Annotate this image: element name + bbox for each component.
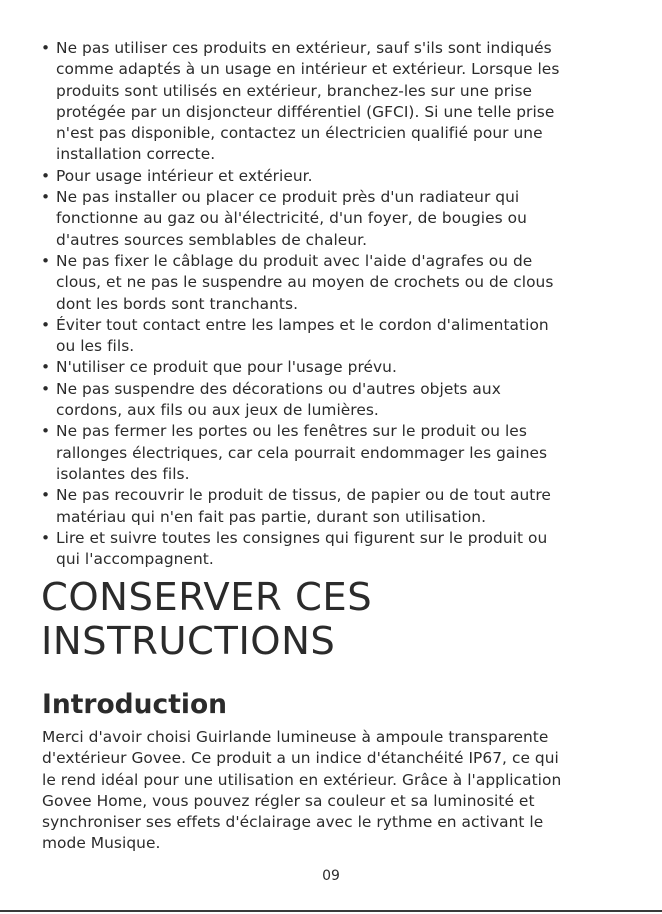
bullet-icon: •: [41, 422, 51, 441]
list-item-text: [56, 528, 630, 571]
text-line: comme adaptés à un usage en intérieur et extérieur. Lorsque les: [56, 60, 560, 79]
text-line: isolantes des fils.: [56, 464, 190, 483]
bullet-icon: •: [41, 315, 51, 334]
text-line: le rend idéal pour une utilisation en extérieur. Grâce à l'application: [42, 770, 562, 789]
list-item-text: [56, 357, 630, 378]
text-line: Ne pas fermer les portes ou les fenêtres sur le produit ou les: [56, 422, 527, 441]
text-line: dont les bords sont tranchants.: [56, 294, 299, 313]
list-item-text: [56, 251, 630, 315]
text-line: rallonges électriques, car cela pourrait endommager les gaines: [56, 443, 548, 462]
text-line: Ne pas suspendre des décorations ou d'autres objets aux: [56, 379, 501, 398]
text-line: matériau qui n'en fait pas partie, durant son utilisation.: [56, 507, 487, 526]
text-line: produits sont utilisés en extérieur, branchez-les sur une prise: [56, 81, 533, 100]
text-line: fonctionne au gaz ou àl'électricité, d'un foyer, de bougies ou: [56, 209, 527, 228]
list-item-text: [56, 187, 630, 251]
page-number: 09: [322, 868, 340, 884]
bottom-divider: [0, 910, 662, 912]
heading-line: INSTRUCTIONS: [41, 619, 336, 664]
text-line: Éviter tout contact entre les lampes et le cordon d'alimentation: [56, 315, 549, 334]
heading-line: CONSERVER CES: [41, 575, 373, 620]
bullet-icon: •: [41, 251, 51, 270]
bullet-icon: •: [41, 358, 51, 377]
list-item: [40, 315, 630, 358]
bullet-icon: •: [41, 379, 51, 398]
list-item: [40, 528, 630, 571]
text-line: synchroniser ses effets d'éclairage avec le rythme en activant le: [42, 813, 544, 832]
text-line: d'autres sources semblables de chaleur.: [56, 230, 368, 249]
bullet-icon: •: [41, 188, 51, 207]
bullet-icon: •: [41, 486, 51, 505]
text-line: clous, et ne pas le suspendre au moyen de crochets ou de clous: [56, 273, 554, 292]
text-line: Merci d'avoir choisi Guirlande lumineuse à ampoule transparente: [42, 728, 549, 746]
list-item-text: [56, 38, 630, 166]
text-line: Pour usage intérieur et extérieur.: [56, 166, 313, 185]
list-item: [40, 187, 630, 251]
list-item-text: [56, 315, 630, 358]
list-item: [40, 421, 630, 485]
text-line: n'est pas disponible, contactez un électricien qualifié pour une: [56, 124, 543, 143]
list-item-text: [56, 421, 630, 485]
list-item: [40, 357, 630, 378]
text-line: Govee Home, vous pouvez régler sa couleur et sa luminosité et: [42, 791, 535, 810]
text-line: N'utiliser ce produit que pour l'usage prévu.: [56, 358, 397, 377]
list-item-text: [56, 379, 630, 422]
list-item: [40, 251, 630, 315]
text-line: qui l'accompagnent.: [56, 550, 214, 569]
list-item-text: [56, 166, 630, 187]
list-item: [40, 166, 630, 187]
text-line: cordons, aux fils ou aux jeux de lumières.: [56, 401, 379, 420]
text-line: installation correcte.: [56, 145, 216, 164]
text-line: Lire et suivre toutes les consignes qui figurent sur le produit ou: [56, 528, 548, 547]
text-line: Ne pas installer ou placer ce produit près d'un radiateur qui: [56, 188, 520, 207]
text-line: mode Musique.: [42, 834, 161, 853]
list-item: [40, 379, 630, 422]
list-item: [40, 38, 630, 166]
bullet-icon: •: [41, 166, 51, 185]
conserve-instructions-heading: [41, 576, 641, 664]
text-line: d'extérieur Govee. Ce produit a un indice d'étanchéité IP67, ce qui: [42, 749, 559, 768]
introduction-paragraph: [42, 727, 642, 855]
text-line: Ne pas recouvrir le produit de tissus, de papier ou de tout autre: [56, 486, 551, 505]
text-line: ou les fils.: [56, 337, 135, 356]
text-line: Ne pas fixer le câblage du produit avec l'aide d'agrafes ou de: [56, 251, 533, 270]
bullet-icon: •: [41, 528, 51, 547]
list-item-text: [56, 485, 630, 528]
text-line: Ne pas utiliser ces produits en extérieur, sauf s'ils sont indiqués: [56, 39, 552, 57]
safety-instructions-list: [40, 38, 630, 570]
introduction-title: Introduction: [42, 689, 228, 720]
list-item: [40, 485, 630, 528]
bullet-icon: •: [41, 39, 51, 57]
text-line: protégée par un disjoncteur différentiel (GFCI). Si une telle prise: [56, 102, 555, 121]
